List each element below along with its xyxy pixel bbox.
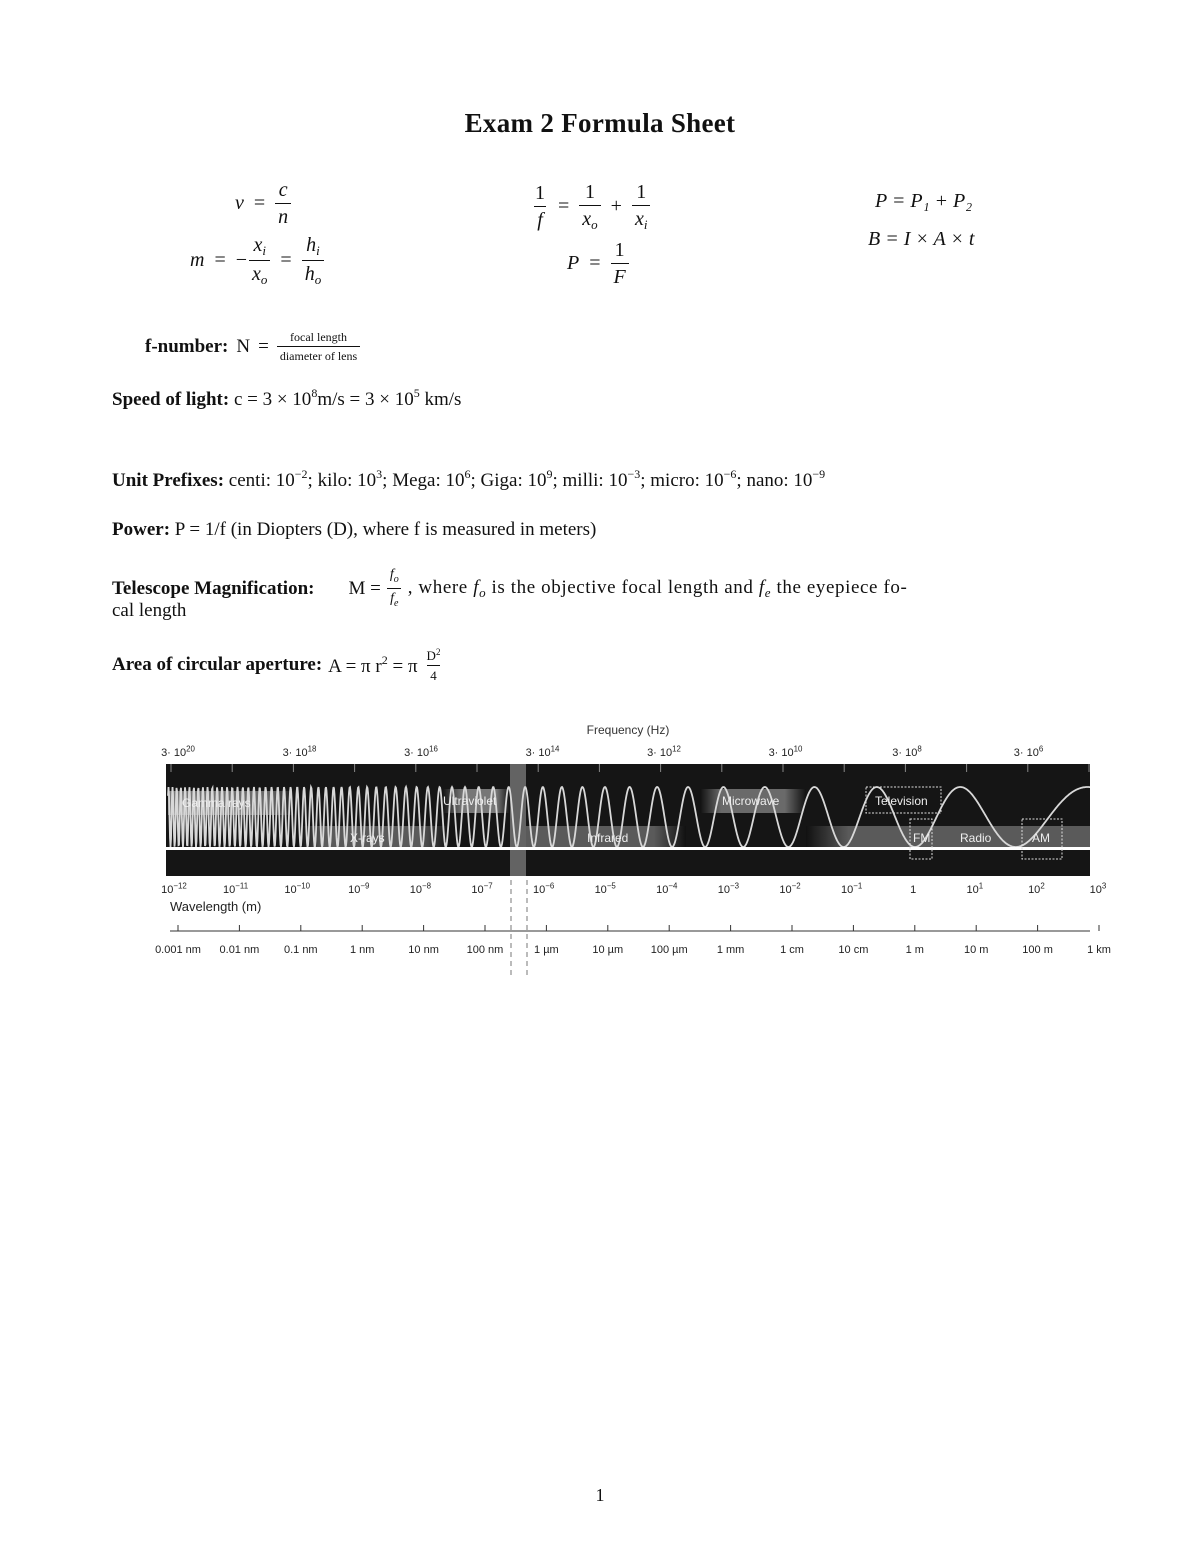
eq-lens-one-c: 1 — [636, 181, 647, 203]
wavelength-tick-label: 1 — [910, 884, 917, 896]
length-tick-label: 1 nm — [349, 944, 375, 956]
eq-v-lhs: v — [235, 192, 244, 214]
page-title: Exam 2 Formula Sheet — [464, 108, 736, 138]
frequency-tick-label: $3\cdot 10^{10}$ — [768, 744, 803, 759]
eq-m-xo: x — [252, 263, 261, 285]
telescope-text2: is the objective focal length and — [486, 576, 759, 598]
band-label-gamma: Gamma rays — [182, 796, 251, 810]
equation-speed-in-medium: v = $\frac{c}{n}$ — [235, 180, 291, 227]
prefix-milli: milli: $10^{-3}$; — [562, 467, 646, 491]
equation-magnification: m = − $\frac{x_i}{x_o}$ = $\frac{h_i}{h_o}$ — [190, 235, 324, 286]
band-label-xray: X-rays — [350, 831, 385, 845]
aperture-label: Area of circular aperture: — [112, 654, 323, 675]
band-label-television: Television — [875, 794, 928, 808]
eq-v-num: c — [278, 179, 288, 201]
wavelength-tick-label: $10^2$ — [1028, 881, 1045, 896]
equation-brightness: B = I × A × t — [868, 228, 975, 250]
speed-label: Speed of light: — [112, 389, 230, 410]
spectrum-band — [166, 764, 1090, 876]
length-tick-label: 100 m — [1022, 944, 1053, 956]
wavelength-tick-label: $10^{-7}$ — [471, 881, 493, 896]
frequency-tick-label: $3\cdot 10^8$ — [892, 744, 922, 759]
length-tick-label: 10 µm — [592, 944, 624, 956]
length-tick-label: 100 nm — [466, 944, 504, 956]
aperture-num-exp: 2 — [435, 647, 441, 657]
wavelength-tick-label: $10^{-11}$ — [223, 881, 249, 896]
aperture-den: 4 — [427, 665, 440, 682]
band-label-fm: FM — [913, 831, 931, 845]
length-tick-label: 0.001 nm — [155, 944, 201, 956]
aperture-num: D — [426, 648, 436, 663]
equation-thin-lens: $\frac{1}{f}$ = $\frac{1}{x_o}$ + $\frac{1}{x_i}$ — [532, 182, 650, 231]
power-line — [112, 519, 596, 541]
eq-m-lhs: m — [190, 249, 205, 271]
eq-lens-one-b: 1 — [584, 181, 595, 203]
frequency-tick-label: $3\cdot 10^{20}$ — [161, 744, 195, 759]
fnumber-label: f-number: — [145, 335, 229, 357]
telescope-text3: the eyepiece fo- — [771, 576, 908, 598]
eq-lens-one-a: 1 — [535, 182, 545, 204]
band-label-microwave: Microwave — [722, 794, 780, 808]
wavelength-tick-label: $10^{-8}$ — [409, 881, 432, 896]
eq-m-neg: − — [235, 249, 248, 271]
length-tick-label: 1 m — [905, 944, 924, 956]
equation-lens-power: P = $\frac{1}{F}$ — [567, 240, 629, 287]
length-tick-label: 1 km — [1087, 944, 1111, 956]
frequency-axis-title: Frequency (Hz) — [586, 723, 670, 737]
length-tick-label: 100 µm — [650, 944, 688, 956]
eq-v-den: n — [275, 203, 291, 227]
aperture-exp: 2 — [381, 652, 388, 667]
frequency-tick-label: $3\cdot 10^{16}$ — [404, 744, 438, 759]
prefix-micro: micro: $10^{-6}$; — [650, 467, 742, 491]
prefixes-label: Unit Prefixes: — [112, 470, 225, 491]
speed-text2: m/s = 3 × 10 — [317, 389, 414, 410]
band-label-uv: Ultraviolet — [443, 794, 497, 808]
length-scale-ticks — [155, 925, 1111, 956]
wavelength-tick-label: $10^{-9}$ — [348, 881, 370, 896]
frequency-tick-labels — [161, 744, 1044, 759]
page-number: 1 — [595, 1485, 605, 1505]
wavelength-tick-label: $10^{-6}$ — [532, 881, 555, 896]
prefix-kilo: kilo: $10^3$; — [317, 467, 388, 491]
length-tick-label: 1 cm — [780, 944, 804, 956]
prefix-nano: nano: $10^{-9}$ — [746, 467, 826, 491]
eq-p-num: 1 — [614, 239, 625, 261]
band-label-ir: Infrared — [587, 831, 629, 845]
eq-m-hi-sub: i — [316, 243, 320, 258]
band-label-am: AM — [1032, 831, 1050, 845]
wavelength-tick-label: $10^{-10}$ — [284, 881, 311, 896]
eq-lens-xo-sub: o — [591, 217, 598, 232]
length-tick-label: 10 m — [963, 944, 989, 956]
eq-m-xi: x — [253, 234, 263, 256]
eq-lens-xo: x — [582, 208, 592, 230]
length-tick-label: 10 nm — [408, 944, 439, 956]
telescope-magnification-line: Telescope Magnification: M = $\frac{f_o}{f_e}$ , where $f_o$ is the objective focal length and $f_e$ the eyepiece fo- — [112, 567, 908, 609]
wavelength-tick-label: $10^{-1}$ — [840, 881, 863, 896]
em-spectrum-figure — [150, 715, 1120, 985]
speed-text1: c = 3 × 10 — [233, 389, 312, 410]
band-label-radio: Radio — [960, 831, 992, 845]
wavelength-tick-label: $10^{-3}$ — [717, 881, 740, 896]
prefix-giga: Giga: $10^9$; — [480, 467, 558, 491]
length-tick-label: 0.1 nm — [283, 944, 318, 956]
eq-p-den: F — [611, 263, 629, 287]
prefix-mega: Mega: $10^6$; — [392, 467, 476, 491]
speed-exp1: 8 — [311, 386, 318, 400]
fnumber-line: f-number: N = $\frac{\text{focal length}}{\text{diameter of lens}}$ — [145, 331, 360, 362]
aperture-text1: A = π r — [328, 655, 382, 677]
wavelength-tick-label: $10^{-4}$ — [656, 881, 678, 896]
length-tick-label: 1 µm — [534, 944, 559, 956]
unit-prefixes-line — [112, 467, 825, 492]
eq-m-ho-sub: o — [314, 272, 322, 287]
length-tick-label: 0.01 nm — [219, 944, 260, 956]
equation-power-sum: P = P₁ + P₂ — [875, 190, 973, 212]
wavelength-tick-label: $10^1$ — [966, 881, 984, 896]
eq-m-ho: h — [304, 263, 315, 285]
power-label: Power: — [112, 519, 171, 540]
eq-m-xo-sub: o — [260, 272, 268, 287]
frequency-tick-label: $3\cdot 10^{14}$ — [525, 744, 560, 759]
fnumber-den: diameter of lens — [277, 346, 360, 362]
wavelength-tick-label: $10^{-2}$ — [779, 881, 801, 896]
frequency-tick-label: $3\cdot 10^{18}$ — [282, 744, 317, 759]
wavelength-tick-label: $10^{-12}$ — [161, 881, 187, 896]
frequency-tick-label: $3\cdot 10^6$ — [1013, 744, 1044, 759]
aperture-line — [112, 648, 443, 682]
speed-text3: km/s — [419, 389, 462, 410]
fnumber-lhs: N — [236, 335, 251, 357]
eq-m-xi-sub: i — [262, 243, 266, 258]
eq-lens-xi: x — [634, 208, 644, 230]
speed-of-light-line — [112, 386, 461, 411]
wavelength-tick-label: $10^3$ — [1089, 881, 1107, 896]
wavelength-tick-label: $10^{-5}$ — [594, 881, 616, 896]
telescope-text1: , where — [407, 576, 474, 598]
frequency-tick-label: $3\cdot 10^{12}$ — [647, 744, 681, 759]
aperture-text2: = π — [387, 655, 418, 677]
wavelength-axis-title: Wavelength (m) — [170, 899, 262, 914]
telescope-lhs: M = — [348, 577, 381, 599]
power-text: P = 1/f (in Diopters (D), where f is measured in meters) — [174, 519, 597, 540]
speed-exp2: 5 — [413, 386, 420, 400]
eq-p-lhs: P — [567, 252, 580, 274]
fnumber-num: focal length — [290, 330, 347, 344]
wavelength-tick-labels — [161, 881, 1107, 896]
length-tick-label: 10 cm — [838, 944, 869, 956]
eq-m-hi: h — [306, 234, 317, 256]
prefix-centi: centi: $10^{-2}$; — [228, 467, 313, 491]
length-tick-label: 1 mm — [716, 944, 745, 956]
eq-lens-xi-sub: i — [643, 217, 648, 232]
telescope-line2: cal length — [112, 600, 187, 621]
telescope-label: Telescope Magnification: — [112, 577, 315, 599]
eq-lens-f: f — [534, 206, 546, 230]
